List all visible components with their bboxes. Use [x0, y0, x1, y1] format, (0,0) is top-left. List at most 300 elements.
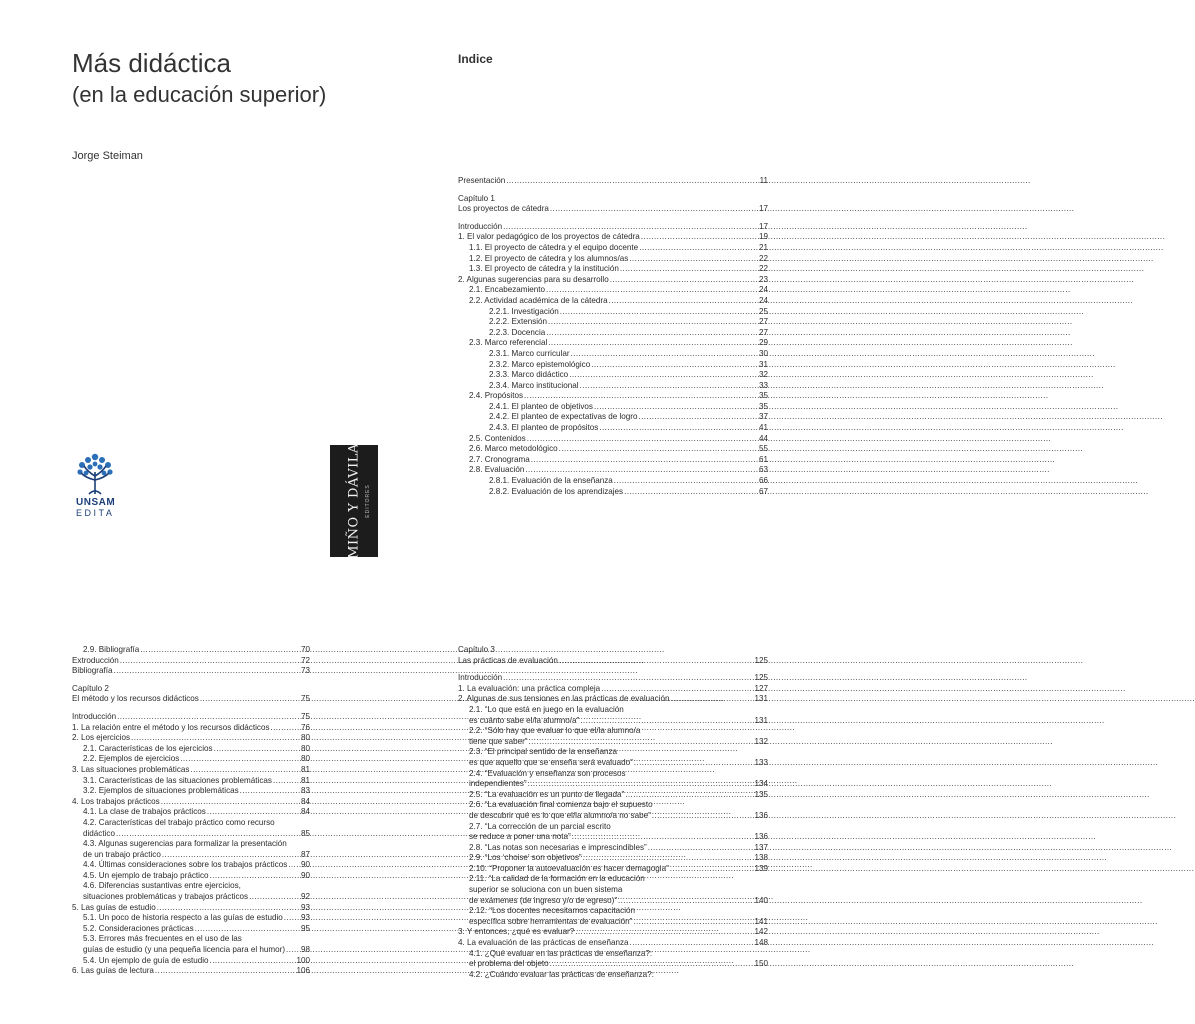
toc-page-number: 133	[754, 757, 768, 767]
chapter-heading: Capítulo 2	[72, 683, 109, 693]
toc-page-number: 32	[758, 370, 768, 380]
toc-page-number: 83	[300, 786, 310, 796]
toc-entry	[72, 860, 310, 871]
toc-entry-title: 4.5. Un ejemplo de trabajo práctico	[83, 870, 209, 880]
dot-leader	[140, 645, 300, 656]
toc-entry-title: 2.4.1. El planteo de objetivos	[489, 401, 593, 411]
toc-page-number: 80	[300, 733, 310, 743]
dot-leader	[630, 938, 754, 949]
toc-entry-title: 2.3.4. Marco institucional	[489, 380, 579, 390]
toc-page-number: 81	[300, 775, 310, 785]
index-title: Indice	[458, 52, 493, 66]
toc-entry-title: 2.9. Bibliografía	[83, 645, 140, 654]
toc-entry	[458, 853, 768, 864]
dot-leader	[288, 860, 300, 871]
dot-leader	[190, 765, 300, 776]
toc-page-number: 85	[300, 828, 310, 838]
dot-leader	[210, 956, 296, 967]
toc-page-number: 141	[754, 916, 768, 926]
toc-page-number: 17	[758, 204, 768, 214]
dot-leader	[503, 222, 758, 233]
dot-leader	[117, 712, 300, 723]
toc-entry	[458, 737, 768, 748]
dot-leader	[571, 349, 758, 360]
toc-page-number: 134	[754, 779, 768, 789]
dot-leader	[639, 243, 758, 254]
toc-page-number: 135	[754, 789, 768, 799]
toc-entry	[458, 243, 768, 254]
dot-leader	[527, 434, 758, 445]
toc-entry	[72, 945, 310, 956]
toc-entry-title: 2.2.2. Extensión	[489, 317, 548, 327]
dot-leader	[580, 381, 758, 392]
toc-page-number: 24	[758, 285, 768, 295]
toc-entry-line: 5.3. Errores más frecuentes en el uso de las	[83, 934, 242, 944]
toc-entry-title: 1.2. El proyecto de cátedra y los alumnos/as	[469, 253, 629, 263]
toc-entry	[72, 694, 310, 705]
toc-entry-title: de descubrir qué es lo que el/la alumno/a no sabe”	[469, 810, 651, 820]
toc-page-number: 63	[758, 465, 768, 475]
toc-page-number: 100	[296, 955, 310, 965]
toc-page-number: 37	[758, 412, 768, 422]
toc-entry-title: 2.2. Actividad académica de la cátedra	[469, 295, 608, 305]
dot-leader	[652, 811, 754, 822]
toc-entry-title: 2. Algunas de sus tensiones en las prácticas de evaluación	[458, 694, 670, 704]
toc-entry	[72, 850, 310, 861]
toc-entry	[72, 871, 310, 882]
toc-entry-title: 2.8. Evaluación	[469, 465, 525, 475]
publisher-sub: EDITORES	[365, 484, 371, 518]
dot-leader	[546, 328, 758, 339]
toc-page-number: 22	[758, 253, 768, 263]
toc-page-number: 84	[300, 807, 310, 817]
toc-entry	[72, 744, 310, 755]
toc-page-number: 138	[754, 853, 768, 863]
toc-entry-title: 4. Los trabajos prácticos	[72, 796, 160, 806]
toc-page-number: 22	[758, 264, 768, 274]
toc-entry-line: 2.11. “La calidad de la formación en la educación	[469, 874, 645, 884]
dot-leader	[670, 694, 753, 705]
dot-leader	[525, 465, 758, 476]
toc-page-number: 24	[758, 295, 768, 305]
dot-leader	[559, 656, 754, 667]
toc-entry-title: guías de estudio (y una pequeña licencia para el humor)	[83, 945, 286, 955]
toc-entry-title: 5.1. Un poco de historia respecto a las guías de estudio	[83, 913, 283, 923]
dot-leader	[503, 673, 753, 684]
toc-entry	[458, 758, 768, 769]
toc-page-number: 35	[758, 401, 768, 411]
dot-leader	[610, 275, 758, 286]
toc-entry-title: 2.2. Ejemplos de ejercicios	[83, 754, 180, 764]
toc-entry-title: Presentación	[458, 176, 506, 185]
index-page-3	[384, 600, 768, 1024]
toc-entry-title: Introducción	[458, 221, 503, 231]
toc-entry-title: 3. Las situaciones problemáticas	[72, 764, 190, 774]
toc-entry-line: 4.2. ¿Cuándo evaluar las prácticas de enseñanza?:	[469, 969, 654, 979]
toc-entry-title: 2.1. Encabezamiento	[469, 285, 546, 295]
toc-entry	[458, 232, 768, 243]
toc-entry-title: 1. La relación entre el método y los recursos didácticos	[72, 722, 270, 732]
toc-entry-line: 2.12. “Los docentes necesitamos capacitación	[469, 906, 636, 916]
toc-page-number: 61	[758, 454, 768, 464]
toc-entry-line: 2.7. “La corrección de un parcial escrito	[469, 821, 611, 831]
dot-leader	[634, 758, 754, 769]
unsam-logo	[76, 452, 136, 518]
toc-entry	[458, 843, 768, 854]
dot-leader	[529, 737, 754, 748]
toc-entry	[458, 307, 768, 318]
toc-entry	[458, 381, 768, 392]
chapter-heading: Capítulo 1	[458, 193, 495, 203]
toc-entry	[458, 317, 768, 328]
dot-leader	[633, 917, 753, 928]
toc-entry-title: 2.2.3. Docencia	[489, 327, 546, 337]
toc-entry	[72, 765, 310, 776]
toc-entry-title: Los proyectos de cátedra	[458, 204, 549, 214]
toc-page-number: 17	[758, 221, 768, 231]
toc-spacer	[458, 215, 768, 222]
dot-leader	[560, 307, 758, 318]
toc-list	[458, 645, 768, 980]
dot-leader	[601, 684, 753, 695]
toc-entry	[72, 807, 310, 818]
toc-entry-title: de un trabajo práctico	[83, 849, 161, 859]
toc-page-number: 19	[758, 232, 768, 242]
toc-entry-title: 3. Y entonces, ¿qué es evaluar?	[458, 927, 575, 937]
toc-entry	[72, 723, 310, 734]
toc-page-number: 92	[300, 892, 310, 902]
dot-leader	[155, 966, 296, 977]
toc-entry-title: es que aquello que se enseña será evaluado”	[469, 757, 633, 767]
dot-leader	[506, 176, 758, 187]
toc-page-number: 150	[754, 959, 768, 969]
toc-page-number: 75	[300, 694, 310, 704]
toc-page-number: 148	[754, 938, 768, 948]
toc-entry-line: superior se soluciona con un buen sistema	[469, 885, 623, 895]
toc-page-number: 80	[300, 754, 310, 764]
toc-page-number: 33	[758, 380, 768, 390]
toc-page-number: 35	[758, 391, 768, 401]
toc-entry-title: es cuánto sabe el/la alumno/a”	[469, 715, 580, 725]
toc-page-number: 27	[758, 327, 768, 337]
toc-entry	[458, 684, 768, 695]
toc-page-number: 84	[300, 796, 310, 806]
dot-leader	[180, 754, 300, 765]
toc-entry	[458, 434, 768, 445]
toc-entry	[458, 487, 768, 498]
toc-page-number: 44	[758, 433, 768, 443]
toc-entry	[458, 204, 768, 215]
toc-page-number: 137	[754, 842, 768, 852]
toc-page-number: 41	[758, 423, 768, 433]
toc-page-number: 106	[296, 966, 310, 976]
toc-entry	[458, 391, 768, 402]
toc-entry-title: independientes”	[469, 779, 527, 789]
toc-entry	[458, 959, 768, 970]
toc-entry	[72, 924, 310, 935]
dot-leader	[162, 850, 300, 861]
toc-entry-title: 4. La evaluación de las prácticas de enseñanza	[458, 938, 629, 948]
toc-page-number: 70	[300, 645, 310, 654]
dot-leader	[286, 945, 300, 956]
toc-entry	[458, 264, 768, 275]
toc-entry-title: 2.3.1. Marco curricular	[489, 348, 570, 358]
toc-entry-title: 4.4. Últimas consideraciones sobre los trabajos prácticos	[83, 860, 288, 870]
toc-entry-title: Las prácticas de evaluación	[458, 655, 558, 665]
toc-entry	[458, 476, 768, 487]
toc-entry	[458, 811, 768, 822]
toc-entry-title: 2.8. “Las notas son necesarias e imprescindibles”	[469, 842, 647, 852]
toc-entry-title: 2.4.2. El planteo de expectativas de logro	[489, 412, 638, 422]
toc-entry	[458, 832, 768, 843]
tree-icon	[76, 452, 114, 496]
dot-leader	[614, 476, 758, 487]
dot-leader	[569, 370, 758, 381]
toc-entry	[72, 754, 310, 765]
toc-entry-title: 3.1. Características de las situaciones problemáticas	[83, 775, 272, 785]
toc-entry-title: 2.10. “Proponer la autoevaluación es hacer demagogia”	[469, 863, 669, 873]
dot-leader	[618, 896, 753, 907]
index-page-1	[384, 0, 768, 600]
toc-entry	[458, 370, 768, 381]
toc-entry-title: 2.2.1. Investigación	[489, 306, 559, 316]
toc-entry-title: Extroducción	[72, 655, 119, 665]
toc-entry-title: Introducción	[458, 673, 503, 683]
toc-entry	[458, 790, 768, 801]
dot-leader	[249, 892, 300, 903]
toc-page-number: 23	[758, 274, 768, 284]
toc-entry-title: situaciones problemáticas y trabajos prácticos	[83, 892, 249, 902]
dot-leader	[157, 903, 300, 914]
dot-leader	[528, 779, 754, 790]
toc-entry	[458, 864, 768, 875]
toc-entry	[458, 673, 768, 684]
toc-entry-title: 2.1. Características de los ejercicios	[83, 743, 213, 753]
toc-entry	[458, 360, 768, 371]
toc-entry-title: 1.1. El proyecto de cátedra y el equipo docente	[469, 242, 639, 252]
toc-entry-title: 5. Las guías de estudio	[72, 902, 156, 912]
toc-page-number: 142	[754, 927, 768, 937]
dot-leader	[524, 391, 758, 402]
cover-page	[0, 0, 384, 600]
toc-entry	[458, 694, 768, 705]
toc-page-number: 93	[300, 902, 310, 912]
toc-page-number: 31	[758, 359, 768, 369]
toc-entry	[458, 296, 768, 307]
toc-entry-title: Bibliografía	[72, 666, 113, 676]
dot-leader	[114, 666, 300, 677]
toc-list	[72, 645, 310, 977]
toc-page-number: 98	[300, 945, 310, 955]
toc-page-number: 132	[754, 736, 768, 746]
toc-entry-title: didáctico	[83, 828, 115, 838]
toc-spacer	[458, 666, 768, 673]
dot-leader	[210, 871, 300, 882]
publisher-name: MIÑO Y DÁVILA	[346, 443, 362, 559]
toc-entry-line: 4.3. Algunas sugerencias para formalizar la presentación	[83, 839, 287, 849]
toc-spacer	[72, 677, 310, 684]
toc-entry-title: El método y los recursos didácticos	[72, 694, 199, 704]
toc-entry-line: 2.1. “Lo que está en juego en la evaluación	[469, 704, 624, 714]
dot-leader	[273, 776, 300, 787]
toc-entry	[72, 733, 310, 744]
toc-entry-title: 3.2. Ejemplos de situaciones problemáticas	[83, 786, 239, 796]
toc-entry	[458, 444, 768, 455]
toc-entry-line: 4.6. Diferencias sustantivas entre ejercicios,	[83, 881, 241, 891]
toc-page-number: 11	[759, 176, 768, 185]
toc-page-number: 125	[754, 673, 768, 683]
toc-entry	[458, 465, 768, 476]
toc-entry	[72, 656, 310, 667]
toc-entry	[458, 349, 768, 360]
toc-entry	[458, 328, 768, 339]
dot-leader	[207, 807, 300, 818]
toc-list	[458, 176, 768, 497]
dot-leader	[200, 694, 300, 705]
dot-leader	[531, 455, 758, 466]
toc-entry-title: 2.4.3. El planteo de propósitos	[489, 423, 599, 433]
toc-entry-title: se reduce a poner una nota”	[469, 832, 571, 842]
toc-page-number: 21	[758, 242, 768, 252]
toc-entry	[458, 338, 768, 349]
dot-leader	[639, 412, 758, 423]
toc-entry	[458, 896, 768, 907]
toc-page-number: 139	[754, 863, 768, 873]
toc-page-number: 30	[758, 348, 768, 358]
dot-leader	[594, 402, 758, 413]
toc-page-number: 76	[300, 722, 310, 732]
toc-entry-title: específica sobre herramientas de evaluación”	[469, 916, 633, 926]
dot-leader	[591, 360, 758, 371]
toc-entry-title: Introducción	[72, 711, 117, 721]
dot-leader	[120, 656, 300, 667]
toc-entry	[72, 712, 310, 723]
toc-entry-line: 4.1. ¿Qué evaluar en las prácticas de enseñanza?:	[469, 948, 653, 958]
toc-page-number: 80	[300, 743, 310, 753]
toc-page-number: 67	[758, 486, 768, 496]
dot-leader	[629, 254, 758, 265]
toc-page-number: 25	[758, 306, 768, 316]
dot-leader	[550, 204, 758, 215]
toc-entry	[72, 829, 310, 840]
toc-entry-title: 2.6. Marco metodológico	[469, 444, 558, 454]
toc-entry	[458, 927, 768, 938]
dot-leader	[284, 913, 300, 924]
dot-leader	[572, 832, 754, 843]
dot-leader	[641, 232, 758, 243]
toc-entry-line: 2.2. “Sólo hay que evaluar lo que el/la alumno/a	[469, 726, 641, 736]
dot-leader	[624, 487, 758, 498]
toc-entry	[458, 254, 768, 265]
toc-page-number: 87	[300, 849, 310, 859]
dot-leader	[599, 423, 758, 434]
toc-entry-title: 1. La evaluación: una práctica compleja	[458, 683, 601, 693]
toc-entry	[458, 285, 768, 296]
book-subtitle: (en la educación superior)	[72, 82, 327, 107]
toc-entry-title: 2. Algunas sugerencias para su desarrollo	[458, 274, 609, 284]
toc-entry-line: 2.6. “La evaluación final comienza bajo el supuesto	[469, 800, 653, 810]
logo-subtitle: EDITA	[76, 508, 115, 518]
toc-entry	[72, 776, 310, 787]
toc-entry	[72, 913, 310, 924]
dot-leader	[271, 723, 300, 734]
toc-spacer	[72, 705, 310, 712]
dot-leader	[548, 338, 758, 349]
book-title: Más didáctica	[72, 48, 231, 78]
toc-entry-title: tiene que saber”	[469, 736, 528, 746]
toc-page-number: 125	[754, 655, 768, 665]
toc-entry-title: 2.4. Propósitos	[469, 391, 523, 401]
toc-entry-title: 1. El valor pedagógico de los proyectos de cátedra	[458, 232, 640, 242]
logo-name: UNSAM	[76, 497, 116, 508]
toc-entry-title: 6. Las guías de lectura	[72, 966, 154, 976]
dot-leader	[161, 797, 300, 808]
dot-leader	[575, 927, 753, 938]
toc-entry	[458, 716, 768, 727]
toc-page-number: 29	[758, 338, 768, 348]
toc-entry-line: 2.3. “El principal sentido de la enseñanza	[469, 747, 618, 757]
publisher-spine	[330, 445, 378, 557]
toc-entry-line: 2.4. “Evaluación y enseñanza son procesos	[469, 768, 626, 778]
toc-entry-title: 2.7. Cronograma	[469, 454, 530, 464]
toc-entry	[458, 455, 768, 466]
toc-entry-title: 2.5. Contenidos	[469, 433, 526, 443]
toc-entry	[72, 903, 310, 914]
dot-leader	[548, 317, 758, 328]
toc-entry-title: 2.3. Marco referencial	[469, 338, 548, 348]
toc-page-number: 131	[754, 694, 768, 704]
toc-page-number: 131	[754, 715, 768, 725]
dot-leader	[131, 733, 300, 744]
toc-entry	[458, 176, 768, 187]
dot-leader	[214, 744, 300, 755]
toc-entry-title: 5.2. Consideraciones prácticas	[83, 923, 194, 933]
toc-page-number: 90	[300, 860, 310, 870]
dot-leader	[240, 786, 300, 797]
toc-entry-title: 2.3.3. Marco didáctico	[489, 370, 569, 380]
toc-entry	[458, 412, 768, 423]
toc-entry	[458, 402, 768, 413]
toc-entry-title: 4.1. La clase de trabajos prácticos	[83, 807, 206, 817]
toc-entry-title: 2.9. “Los ‘choise’ son objetivos”	[469, 853, 582, 863]
toc-page-number: 136	[754, 832, 768, 842]
toc-page-number: 27	[758, 317, 768, 327]
dot-leader	[648, 843, 754, 854]
toc-entry	[458, 656, 768, 667]
toc-entry-title: de exámenes (de ingreso y/o de egreso)”	[469, 895, 618, 905]
dot-leader	[583, 853, 754, 864]
dot-leader	[550, 959, 754, 970]
toc-page-number: 72	[300, 655, 310, 665]
toc-entry	[72, 797, 310, 808]
book-author: Jorge Steiman	[72, 150, 143, 162]
toc-entry	[72, 892, 310, 903]
dot-leader	[620, 264, 758, 275]
toc-entry-title: el problema del objeto	[469, 959, 549, 969]
toc-entry-title: 2.5. “La evaluación es un punto de llegada”	[469, 789, 625, 799]
toc-page-number: 73	[300, 666, 310, 676]
toc-page-number: 81	[300, 764, 310, 774]
toc-page-number: 75	[300, 711, 310, 721]
toc-entry-title: 2.8.2. Evaluación de los aprendizajes	[489, 486, 624, 496]
toc-entry-title: 1.3. El proyecto de cátedra y la institución	[469, 264, 619, 274]
toc-entry	[72, 666, 310, 677]
toc-entry	[458, 275, 768, 286]
dot-leader	[609, 296, 758, 307]
toc-entry-title: 2.8.1. Evaluación de la enseñanza	[489, 476, 613, 486]
toc-entry-line: 4.2. Características del trabajo práctico como recurso	[83, 817, 275, 827]
chapter-heading: Capítulo 3	[458, 645, 495, 654]
